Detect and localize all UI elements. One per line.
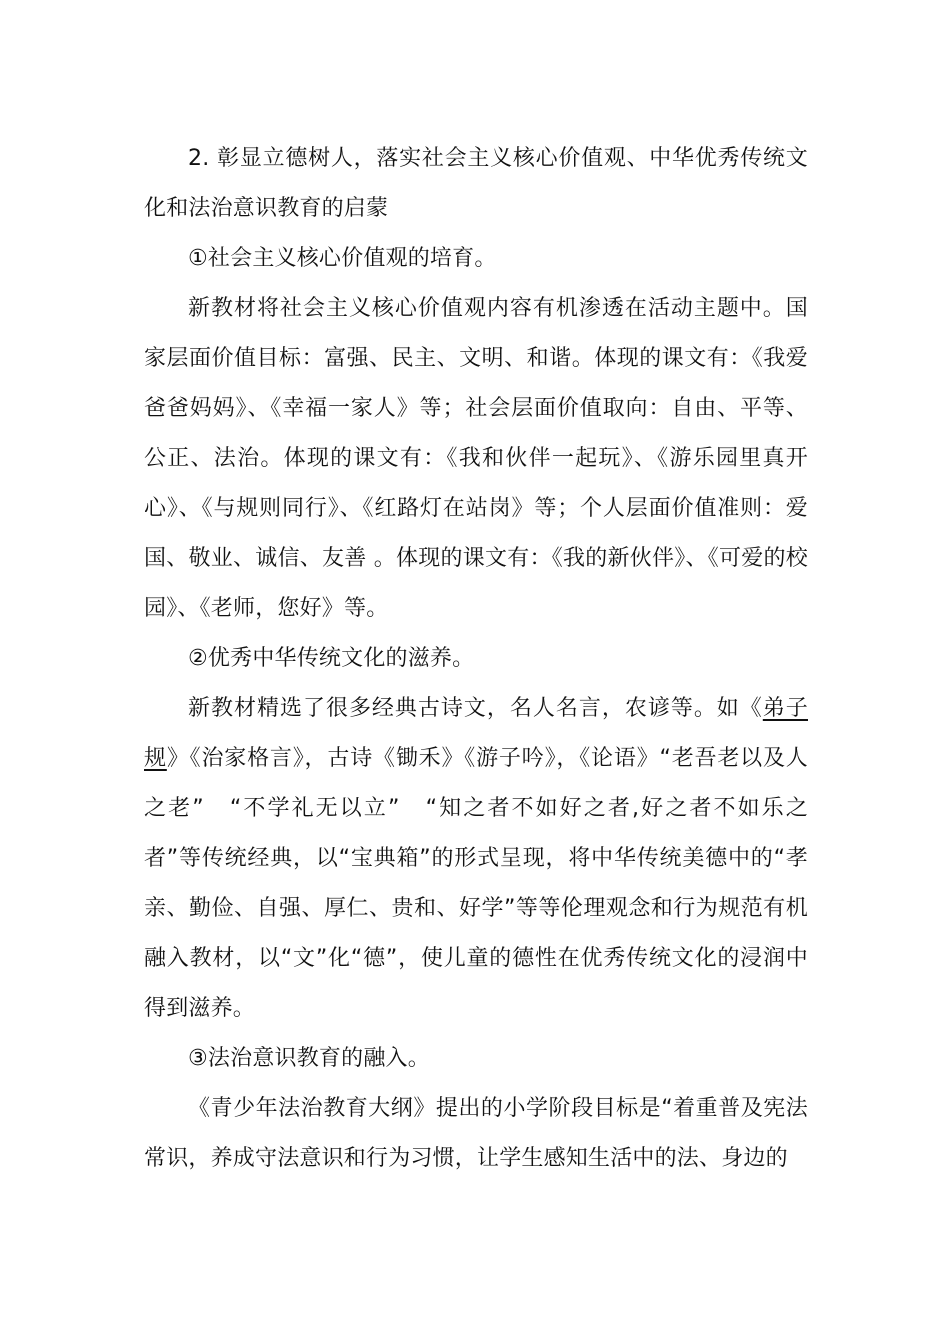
paragraph-traditional-culture-pre: 新教材精选了很多经典古诗文，名人名言，农谚等。如《 [188, 696, 763, 721]
paragraph-core-values: 新教材将社会主义核心价值观内容有机渗透在活动主题中。国家层面价值目标：富强、民主、文明、和谐。体现的课文有：《我爱爸爸妈妈》、《幸福一家人》等；社会层面价值取向：自由、平等、公正、法治。体现的课文有：《我和伙伴一起玩》、《游乐园里真开心》、《与规则同行》、《红路灯在站岗》等；个人层面价值准则：爱国、敬业、诚信、友善 。体现的课文有：《我的新伙伴》、《可爱的校园》、《老师，您好》等。 [144, 296, 808, 621]
section-heading: 2. 彰显立德树人，落实社会主义核心价值观、中华优秀传统文化和法治意识教育的启蒙 [144, 146, 808, 221]
subsection-heading-rule-of-law: ③法治意识教育的融入。 [188, 1046, 430, 1071]
subsection-heading-core-values: ①社会主义核心价值观的培育。 [188, 246, 497, 271]
paragraph-traditional-culture-post: 》《治家格言》，古诗《锄禾》《游子吟》，《论语》“老吾老以及人之老” “不学礼无以立” “知之者不如好之者,好之者不如乐之者”等传统经典，以“宝典箱”的形式呈现，将中华传统美德中的“孝亲、勤俭、自强、厚仁、贵和、好学”等等伦理观念和行为规范有机融入教材，以“文”化“德”，使儿童的德性在优秀传统文化的浸润中得到滋养。 [144, 746, 808, 1021]
paragraph-traditional-culture [144, 684, 808, 1034]
subsection-heading-traditional-culture: ②优秀中华传统文化的滋养。 [188, 646, 475, 671]
underlined-title-dizigui: 弟子规 [144, 696, 808, 771]
paragraph-rule-of-law: 《青少年法治教育大纲》提出的小学阶段目标是“着重普及宪法常识，养成守法意识和行为习惯，让学生感知生活中的法、身边的 [144, 1096, 808, 1171]
document-body [144, 134, 808, 1184]
